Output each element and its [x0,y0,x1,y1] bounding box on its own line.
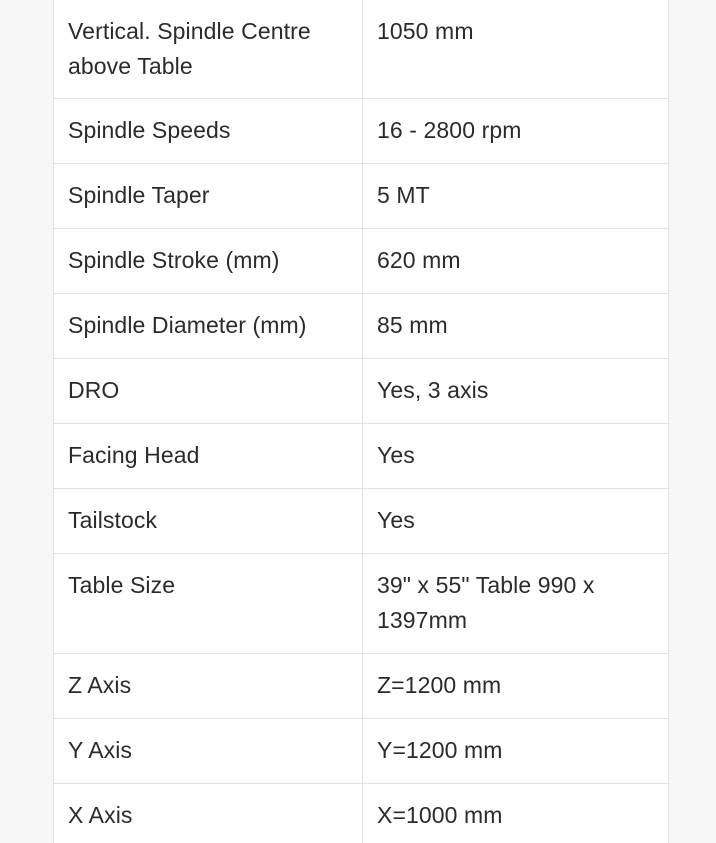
spec-name-cell: X Axis [54,784,363,843]
spec-value-cell: X=1000 mm [363,784,669,843]
spec-value-cell: Yes, 3 axis [363,359,669,424]
table-row [54,719,668,784]
spec-name-cell: DRO [54,359,363,424]
spec-value-cell: 1050 mm [363,0,669,99]
spec-value-cell: Y=1200 mm [363,719,669,784]
spec-value-cell: 620 mm [363,229,669,294]
spec-table-panel [53,0,669,843]
table-row [54,784,668,843]
table-row [54,654,668,719]
spec-name-cell: Z Axis [54,654,363,719]
spec-name-cell: Table Size [54,554,363,654]
spec-value-cell: 39" x 55" Table 990 x 1397mm [363,554,669,654]
table-row [54,489,668,554]
spec-name-cell: Tailstock [54,489,363,554]
spec-value-cell: 85 mm [363,294,669,359]
spec-name-cell: Spindle Stroke (mm) [54,229,363,294]
table-row [54,424,668,489]
table-row [54,99,668,164]
table-row [54,229,668,294]
spec-value-cell: Z=1200 mm [363,654,669,719]
spec-name-cell: Spindle Speeds [54,99,363,164]
spec-value-cell: Yes [363,424,669,489]
spec-value-cell: Yes [363,489,669,554]
table-row [54,0,668,99]
table-row [54,294,668,359]
spec-value-cell: 16 - 2800 rpm [363,99,669,164]
spec-name-cell: Y Axis [54,719,363,784]
table-row [54,359,668,424]
spec-name-cell: Vertical. Spindle Centre above Table [54,0,363,99]
spec-value-cell: 5 MT [363,164,669,229]
spec-name-cell: Spindle Taper [54,164,363,229]
table-row [54,554,668,654]
spec-table [54,0,668,843]
table-row [54,164,668,229]
spec-name-cell: Spindle Diameter (mm) [54,294,363,359]
spec-name-cell: Facing Head [54,424,363,489]
